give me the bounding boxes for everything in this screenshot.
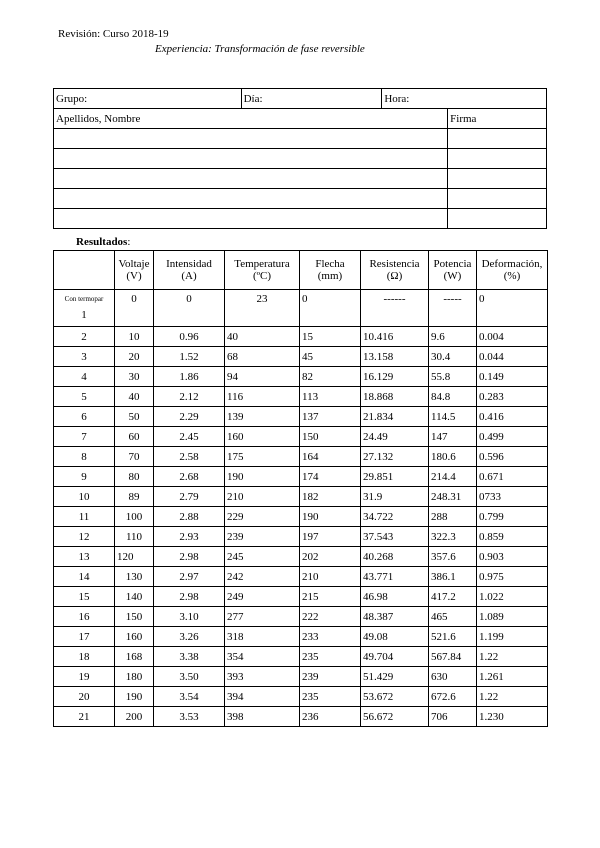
deflection-cell: 137 [300, 407, 361, 427]
table-row [54, 407, 548, 427]
resistance-cell: 48.387 [361, 607, 429, 627]
deformation-cell: 0.416 [477, 407, 548, 427]
results-header-row [54, 251, 548, 290]
voltage-cell: 0 [115, 290, 154, 327]
current-cell: 2.97 [154, 567, 225, 587]
deflection-cell: 197 [300, 527, 361, 547]
revision-text: Revisión: Curso 2018-19 [58, 28, 169, 40]
row-index-cell: 21 [54, 707, 115, 727]
resistance-cell: 21.834 [361, 407, 429, 427]
voltage-cell: 70 [115, 447, 154, 467]
row-index-cell: 11 [54, 507, 115, 527]
power-cell: 706 [429, 707, 477, 727]
table-row [54, 667, 548, 687]
resistance-cell: 18.868 [361, 387, 429, 407]
table-row [54, 290, 548, 327]
row-index-cell: 16 [54, 607, 115, 627]
table-row [54, 327, 548, 347]
voltage-cell: 20 [115, 347, 154, 367]
table-row [54, 567, 548, 587]
voltage-header: Voltaje (V) [115, 251, 154, 290]
resistance-cell: 16.129 [361, 367, 429, 387]
current-cell: 2.58 [154, 447, 225, 467]
temperature-cell: 277 [225, 607, 300, 627]
power-cell: 248.31 [429, 487, 477, 507]
row-index-cell: 19 [54, 667, 115, 687]
signature-line[interactable] [448, 209, 547, 229]
power-cell: 9.6 [429, 327, 477, 347]
deformation-cell: 0.859 [477, 527, 548, 547]
voltage-cell: 200 [115, 707, 154, 727]
deformation-cell: 0733 [477, 487, 548, 507]
table-row [54, 707, 548, 727]
table-row [54, 527, 548, 547]
temperature-cell: 68 [225, 347, 300, 367]
table-row [54, 447, 548, 467]
power-cell: 30.4 [429, 347, 477, 367]
deformation-cell: 0.499 [477, 427, 548, 447]
current-cell: 2.45 [154, 427, 225, 447]
row-index-cell: 7 [54, 427, 115, 447]
signature-header: Firma [448, 109, 547, 129]
voltage-cell: 150 [115, 607, 154, 627]
deflection-cell: 15 [300, 327, 361, 347]
power-cell: 465 [429, 607, 477, 627]
voltage-cell: 160 [115, 627, 154, 647]
temperature-cell: 354 [225, 647, 300, 667]
temperature-cell: 139 [225, 407, 300, 427]
power-cell: 630 [429, 667, 477, 687]
current-cell: 1.86 [154, 367, 225, 387]
signature-line[interactable] [448, 129, 547, 149]
power-cell: 386.1 [429, 567, 477, 587]
name-line[interactable] [54, 189, 448, 209]
signature-line[interactable] [448, 149, 547, 169]
deflection-cell: 239 [300, 667, 361, 687]
deformation-cell: 0.004 [477, 327, 548, 347]
power-cell: 180.6 [429, 447, 477, 467]
table-row [54, 487, 548, 507]
resistance-cell: 51.429 [361, 667, 429, 687]
power-cell: 567.84 [429, 647, 477, 667]
voltage-cell: 130 [115, 567, 154, 587]
deformation-cell: 0.044 [477, 347, 548, 367]
resistance-cell: 34.722 [361, 507, 429, 527]
deformation-cell: 0.671 [477, 467, 548, 487]
power-cell: 672.6 [429, 687, 477, 707]
voltage-cell: 100 [115, 507, 154, 527]
temperature-cell: 94 [225, 367, 300, 387]
current-cell: 3.10 [154, 607, 225, 627]
deflection-cell: 235 [300, 647, 361, 667]
current-cell: 0.96 [154, 327, 225, 347]
power-cell: 322.3 [429, 527, 477, 547]
current-cell: 2.88 [154, 507, 225, 527]
name-line[interactable] [54, 209, 448, 229]
day-field[interactable]: Día: [241, 89, 382, 109]
power-cell: 521.6 [429, 627, 477, 647]
temperature-cell: 116 [225, 387, 300, 407]
deflection-cell: 190 [300, 507, 361, 527]
deflection-cell: 215 [300, 587, 361, 607]
temperature-cell: 40 [225, 327, 300, 347]
power-cell: 357.6 [429, 547, 477, 567]
index-header [54, 251, 115, 290]
deformation-cell: 0.975 [477, 567, 548, 587]
temperature-cell: 398 [225, 707, 300, 727]
name-line[interactable] [54, 149, 448, 169]
table-row [54, 627, 548, 647]
table-row [54, 427, 548, 447]
resistance-cell: 10.416 [361, 327, 429, 347]
deformation-cell: 1.22 [477, 687, 548, 707]
voltage-cell: 110 [115, 527, 154, 547]
row-index-cell: 8 [54, 447, 115, 467]
table-row [54, 647, 548, 667]
deflection-cell: 0 [300, 290, 361, 327]
row-index-cell: 5 [54, 387, 115, 407]
temperature-cell: 393 [225, 667, 300, 687]
current-cell: 2.68 [154, 467, 225, 487]
table-row [54, 587, 548, 607]
row-index-cell: 14 [54, 567, 115, 587]
resistance-cell: 56.672 [361, 707, 429, 727]
results-table [53, 250, 548, 727]
row-index-cell: Con termopar 1 [54, 290, 115, 327]
deformation-cell: 0.903 [477, 547, 548, 567]
results-label: Resultados: [76, 236, 131, 248]
deformation-cell: 0.149 [477, 367, 548, 387]
deflection-cell: 236 [300, 707, 361, 727]
power-cell: 84.8 [429, 387, 477, 407]
signature-line[interactable] [448, 169, 547, 189]
deflection-cell: 235 [300, 687, 361, 707]
voltage-cell: 60 [115, 427, 154, 447]
voltage-cell: 168 [115, 647, 154, 667]
table-row [54, 347, 548, 367]
current-cell: 3.50 [154, 667, 225, 687]
resistance-cell: 27.132 [361, 447, 429, 467]
voltage-cell: 40 [115, 387, 154, 407]
deflection-cell: 182 [300, 487, 361, 507]
deformation-cell: 1.230 [477, 707, 548, 727]
temperature-cell: 23 [225, 290, 300, 327]
row-index-cell: 12 [54, 527, 115, 547]
current-cell: 2.12 [154, 387, 225, 407]
deflection-cell: 113 [300, 387, 361, 407]
voltage-cell: 30 [115, 367, 154, 387]
deflection-cell: 174 [300, 467, 361, 487]
temperature-cell: 394 [225, 687, 300, 707]
voltage-cell: 80 [115, 467, 154, 487]
power-cell: 147 [429, 427, 477, 447]
resistance-cell: 49.08 [361, 627, 429, 647]
deformation-cell: 1.22 [477, 647, 548, 667]
current-cell: 3.38 [154, 647, 225, 667]
deformation-header: Deformación, (%) [477, 251, 548, 290]
resistance-header: Resistencia (Ω) [361, 251, 429, 290]
table-row [54, 507, 548, 527]
deformation-cell: 0 [477, 290, 548, 327]
table-row [54, 367, 548, 387]
table-row [54, 387, 548, 407]
deformation-cell: 0.799 [477, 507, 548, 527]
names-header: Apellidos, Nombre [54, 109, 448, 129]
current-cell: 2.93 [154, 527, 225, 547]
resistance-cell: 49.704 [361, 647, 429, 667]
voltage-cell: 89 [115, 487, 154, 507]
temperature-cell: 239 [225, 527, 300, 547]
row-index-cell: 6 [54, 407, 115, 427]
power-cell: 55.8 [429, 367, 477, 387]
signature-line[interactable] [448, 189, 547, 209]
resistance-cell: 40.268 [361, 547, 429, 567]
resistance-cell: ------ [361, 290, 429, 327]
deformation-cell: 1.089 [477, 607, 548, 627]
temperature-cell: 318 [225, 627, 300, 647]
deflection-header: Flecha (mm) [300, 251, 361, 290]
voltage-cell: 140 [115, 587, 154, 607]
voltage-cell: 50 [115, 407, 154, 427]
power-cell: 417.2 [429, 587, 477, 607]
current-header: Intensidad (A) [154, 251, 225, 290]
table-row [54, 467, 548, 487]
table-row [54, 687, 548, 707]
power-header: Potencia (W) [429, 251, 477, 290]
deflection-cell: 202 [300, 547, 361, 567]
power-cell: 214.4 [429, 467, 477, 487]
name-line[interactable] [54, 169, 448, 189]
resistance-cell: 43.771 [361, 567, 429, 587]
resistance-cell: 13.158 [361, 347, 429, 367]
row-index-cell: 10 [54, 487, 115, 507]
temperature-cell: 190 [225, 467, 300, 487]
temperature-header: Temperatura (ºC) [225, 251, 300, 290]
resistance-cell: 37.543 [361, 527, 429, 547]
power-cell: ----- [429, 290, 477, 327]
deflection-cell: 150 [300, 427, 361, 447]
row-index-cell: 4 [54, 367, 115, 387]
resistance-cell: 24.49 [361, 427, 429, 447]
deformation-cell: 0.283 [477, 387, 548, 407]
power-cell: 288 [429, 507, 477, 527]
deflection-cell: 210 [300, 567, 361, 587]
row-index-cell: 2 [54, 327, 115, 347]
row-index-cell: 9 [54, 467, 115, 487]
group-field[interactable]: Grupo: [54, 89, 242, 109]
deformation-cell: 1.199 [477, 627, 548, 647]
table-row [54, 607, 548, 627]
temperature-cell: 245 [225, 547, 300, 567]
table-row [54, 547, 548, 567]
current-cell: 2.98 [154, 547, 225, 567]
voltage-cell: 10 [115, 327, 154, 347]
deflection-cell: 82 [300, 367, 361, 387]
row-index-cell: 3 [54, 347, 115, 367]
temperature-cell: 160 [225, 427, 300, 447]
experience-title: Experiencia: Transformación de fase reversible [155, 43, 365, 55]
deformation-cell: 1.022 [477, 587, 548, 607]
row-index-cell: 17 [54, 627, 115, 647]
current-cell: 2.79 [154, 487, 225, 507]
deflection-cell: 233 [300, 627, 361, 647]
current-cell: 3.54 [154, 687, 225, 707]
current-cell: 0 [154, 290, 225, 327]
resistance-cell: 29.851 [361, 467, 429, 487]
row-index-cell: 20 [54, 687, 115, 707]
voltage-cell: 120 [115, 547, 154, 567]
resistance-cell: 31.9 [361, 487, 429, 507]
deformation-cell: 0.596 [477, 447, 548, 467]
voltage-cell: 190 [115, 687, 154, 707]
voltage-cell: 180 [115, 667, 154, 687]
deflection-cell: 45 [300, 347, 361, 367]
temperature-cell: 229 [225, 507, 300, 527]
deformation-cell: 1.261 [477, 667, 548, 687]
current-cell: 1.52 [154, 347, 225, 367]
row-index-cell: 13 [54, 547, 115, 567]
time-field[interactable]: Hora: [382, 89, 547, 109]
row-index-cell: 18 [54, 647, 115, 667]
deflection-cell: 164 [300, 447, 361, 467]
current-cell: 3.53 [154, 707, 225, 727]
resistance-cell: 46.98 [361, 587, 429, 607]
temperature-cell: 249 [225, 587, 300, 607]
temperature-cell: 210 [225, 487, 300, 507]
power-cell: 114.5 [429, 407, 477, 427]
deflection-cell: 222 [300, 607, 361, 627]
info-table [53, 88, 547, 229]
resistance-cell: 53.672 [361, 687, 429, 707]
row-index-cell: 15 [54, 587, 115, 607]
current-cell: 2.98 [154, 587, 225, 607]
temperature-cell: 175 [225, 447, 300, 467]
current-cell: 2.29 [154, 407, 225, 427]
name-line[interactable] [54, 129, 448, 149]
current-cell: 3.26 [154, 627, 225, 647]
temperature-cell: 242 [225, 567, 300, 587]
